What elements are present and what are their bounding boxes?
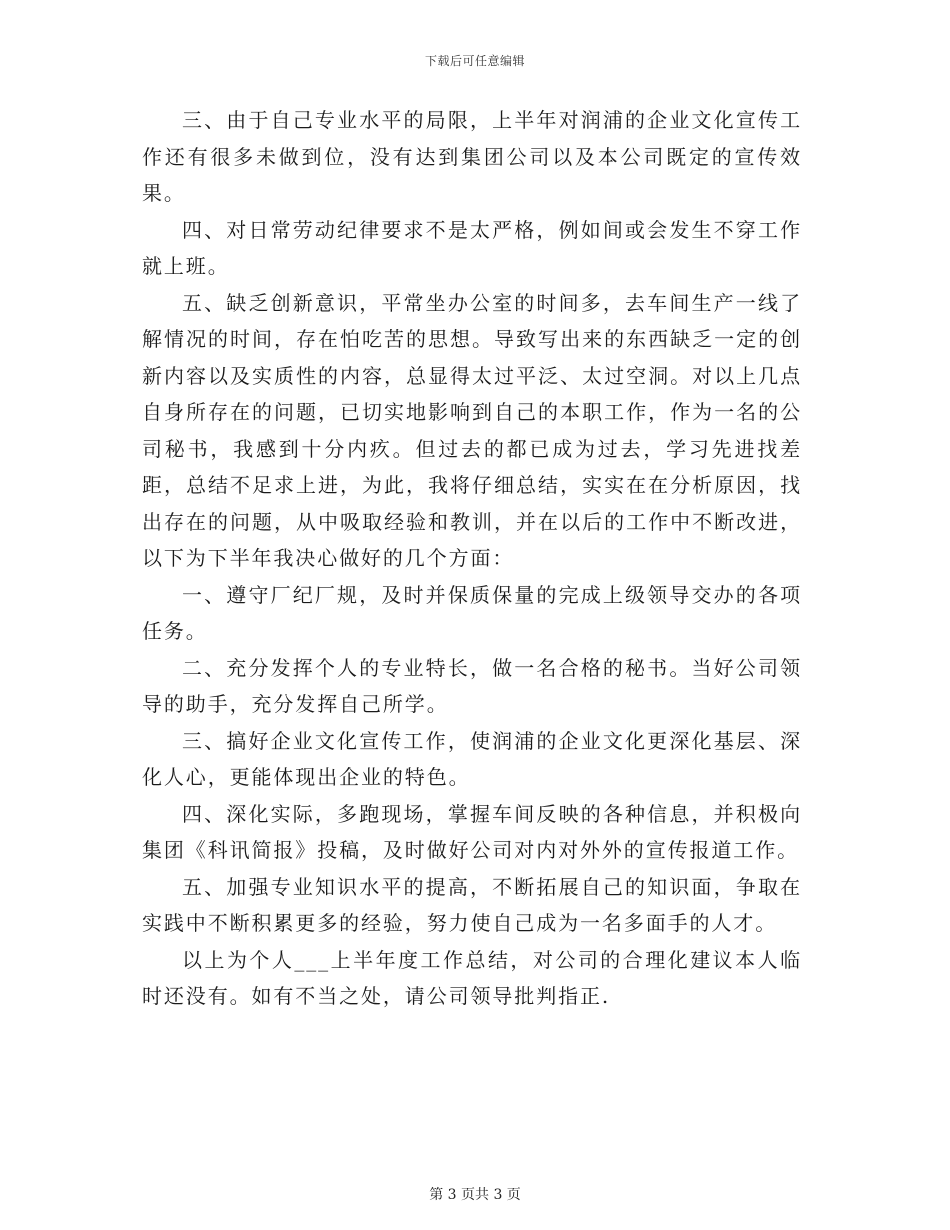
paragraph: 四、深化实际，多跑现场，掌握车间反映的各种信息，并积极向集团《科讯简报》投稿，及时做好公司对内对外外的宣传报道工作。 [142, 801, 802, 862]
page-number: 第 3 页共 3 页 [429, 1187, 521, 1203]
paragraph: 三、搞好企业文化宣传工作，使润浦的企业文化更深化基层、深化人心，更能体现出企业的特色。 [142, 728, 802, 789]
paragraph: 五、加强专业知识水平的提高，不断拓展自己的知识面，争取在实践中不断积累更多的经验，努力使自己成为一名多面手的人才。 [142, 874, 802, 935]
paragraph: 以上为个人___上半年度工作总结，对公司的合理化建议本人临时还没有。如有不当之处，请公司领导批判指正. [142, 947, 802, 1008]
paragraph: 二、充分发挥个人的专业特长，做一名合格的秘书。当好公司领导的助手，充分发挥自己所学。 [142, 655, 802, 716]
paragraph: 四、对日常劳动纪律要求不是太严格，例如间或会发生不穿工作就上班。 [142, 217, 802, 278]
paragraph: 三、由于自己专业水平的局限，上半年对润浦的企业文化宣传工作还有很多未做到位，没有达到集团公司以及本公司既定的宣传效果。 [142, 108, 802, 205]
page-header: 下载后可任意编辑 [424, 54, 525, 68]
paragraph: 五、缺乏创新意识，平常坐办公室的时间多，去车间生产一线了解情况的时间，存在怕吃苦的思想。导致写出来的东西缺乏一定的创新内容以及实质性的内容，总显得太过平泛、太过空洞。对以上几点自身所存在的问题，已切实地影响到自己的本职工作，作为一名的公司秘书，我感到十分内疚。但过去的都已成为过去，学习先进找差距，总结不足求上进，为此，我将仔细总结，实实在在分析原因，找出存在的问题，从中吸取经验和教训，并在以后的工作中不断改进，以下为下半年我决心做好的几个方面： [142, 290, 802, 570]
document-body [142, 102, 802, 1015]
paragraph: 一、遵守厂纪厂规，及时并保质保量的完成上级领导交办的各项任务。 [142, 582, 802, 643]
